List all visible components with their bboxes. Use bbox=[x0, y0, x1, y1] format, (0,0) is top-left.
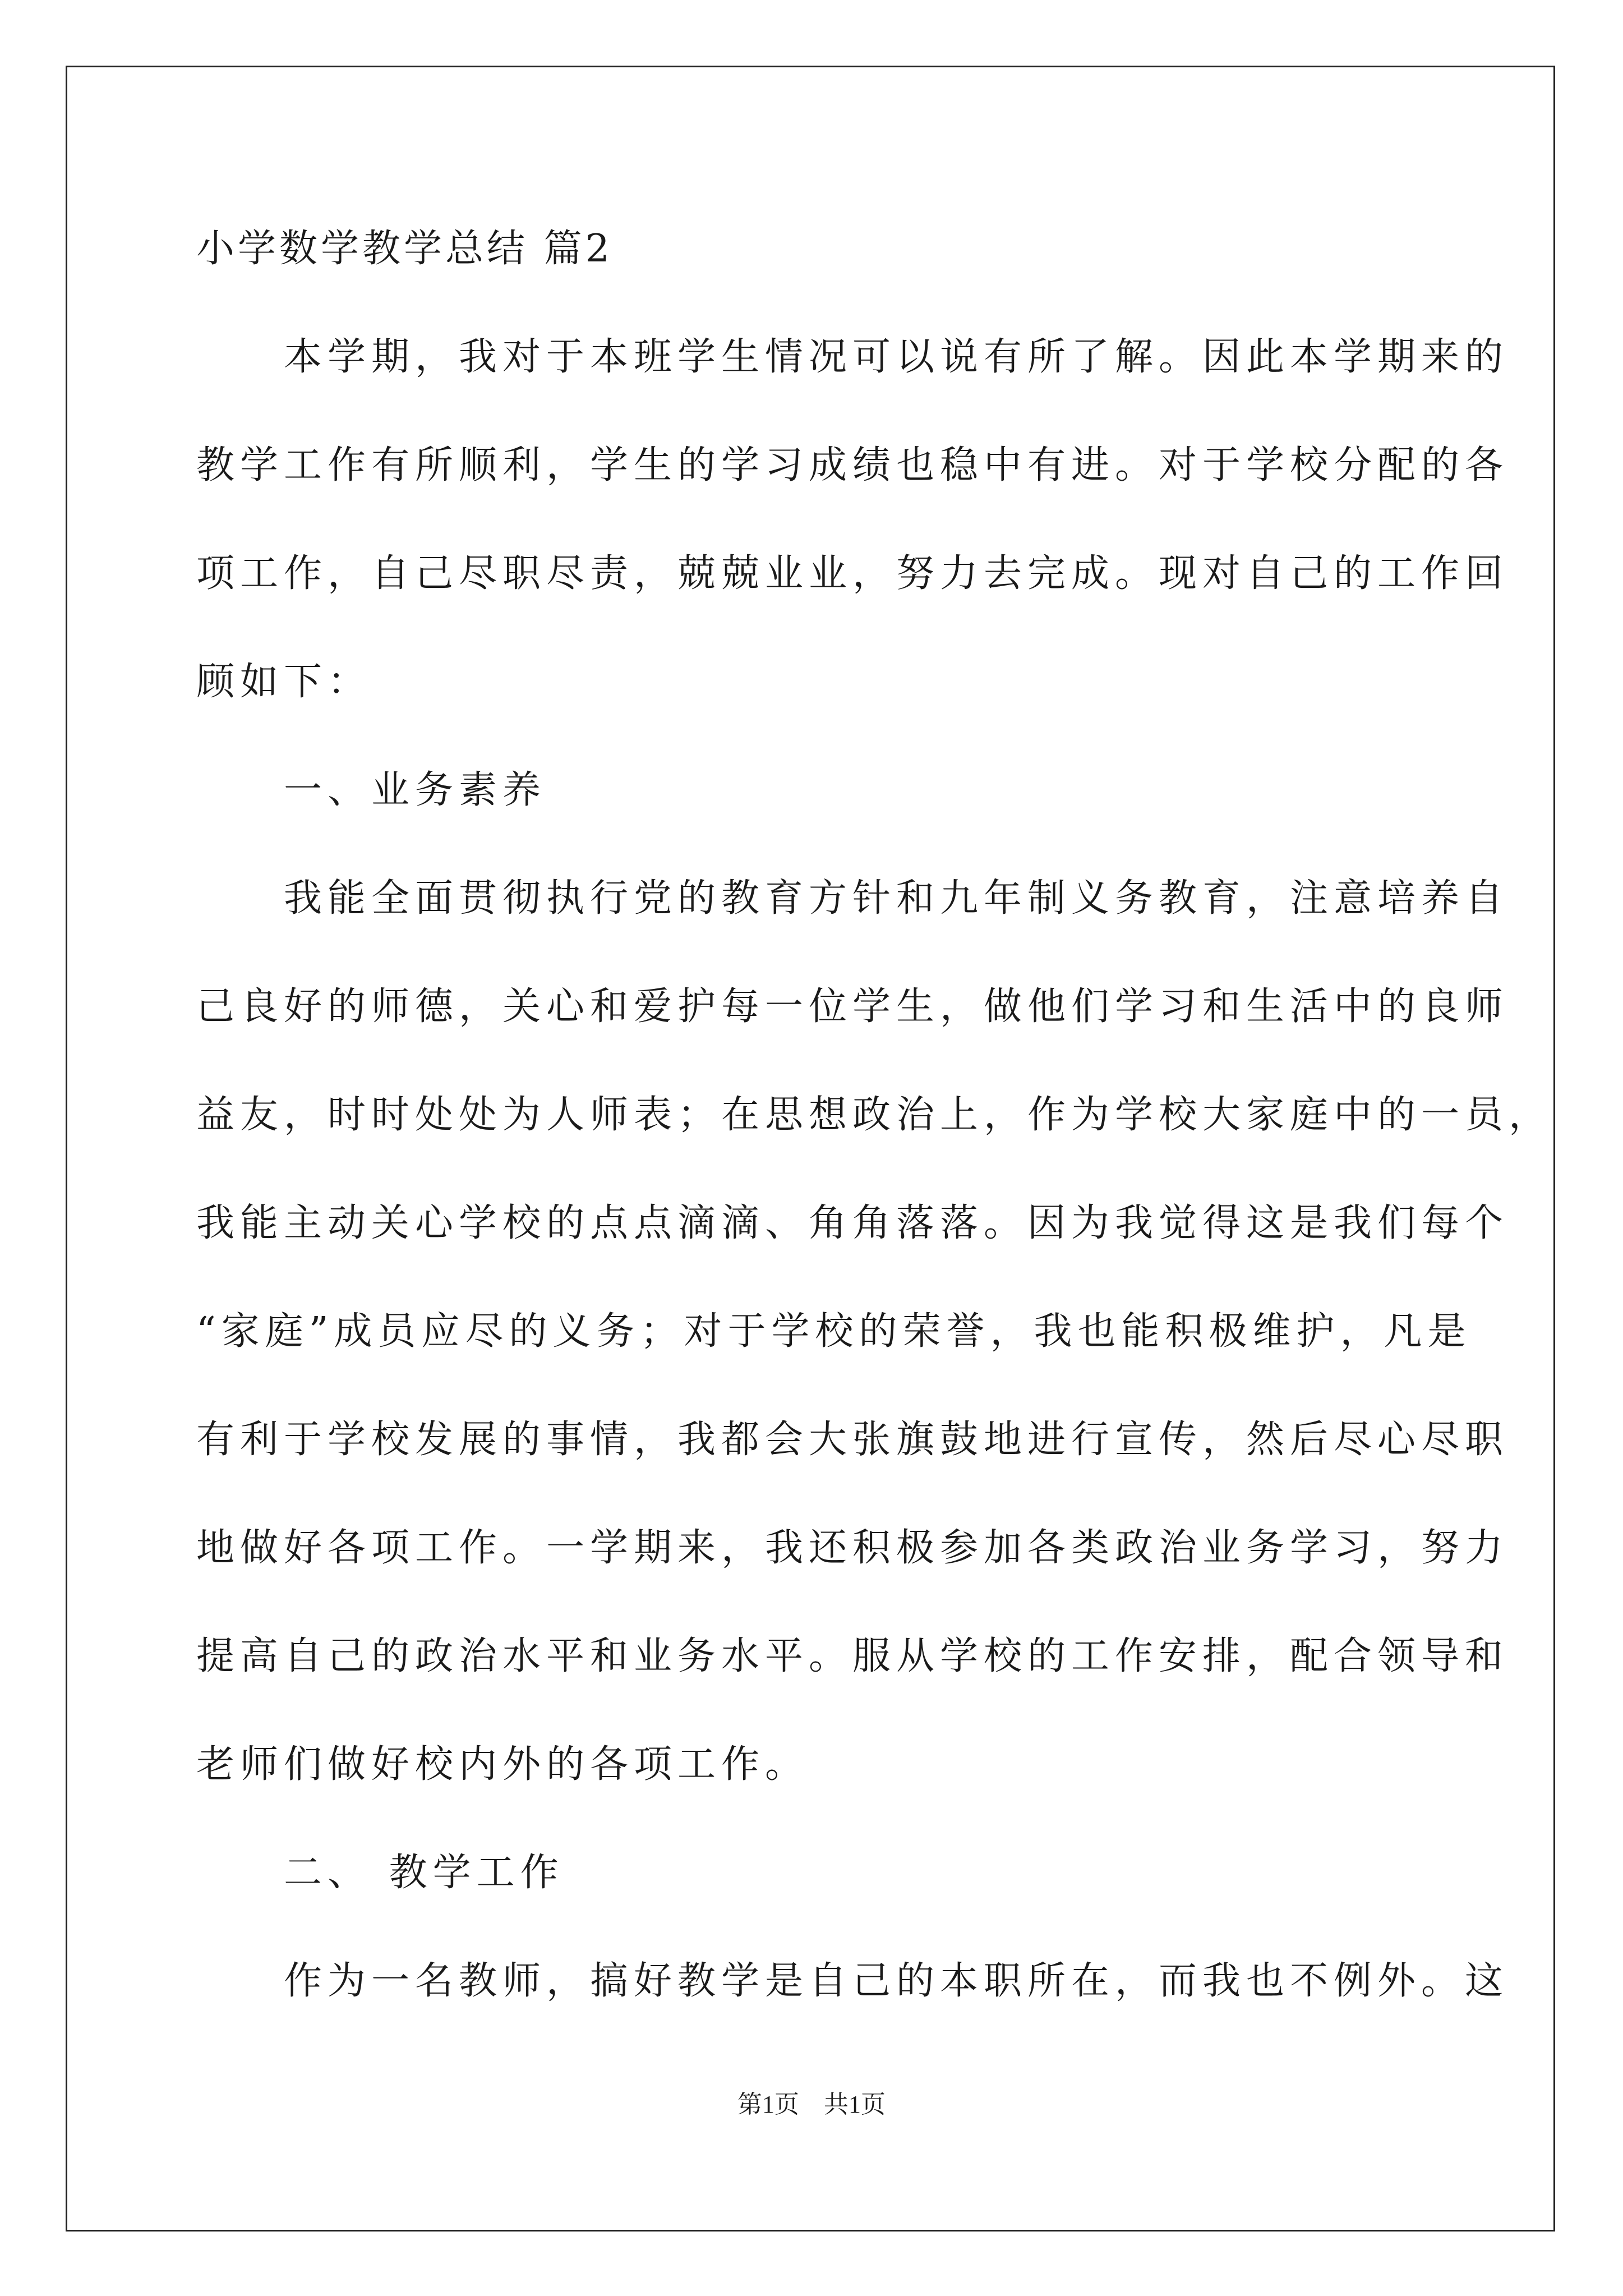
body-line: 提高自己的政治水平和业务水平。服从学校的工作安排，配合领导和 bbox=[196, 1634, 1509, 1678]
body-line: 己良好的师德，关心和爱护每一位学生，做他们学习和生活中的良师 bbox=[196, 984, 1509, 1029]
body-line: 我能全面贯彻执行党的教育方针和九年制义务教育，注意培养自 bbox=[196, 876, 1509, 921]
body-line: 作为一名教师，搞好教学是自己的本职所在，而我也不例外。这 bbox=[196, 1959, 1509, 2003]
body-line: 本学期，我对于本班学生情况可以说有所了解。因此本学期来的 bbox=[196, 335, 1509, 379]
body-line: 教学工作有所顺利，学生的学习成绩也稳中有进。对于学校分配的各 bbox=[196, 443, 1509, 487]
body-line: 顾如下： bbox=[196, 660, 372, 704]
body-line: 有利于学校发展的事情，我都会大张旗鼓地进行宣传，然后尽心尽职 bbox=[196, 1418, 1509, 1462]
document-title: 小学数学教学总结 篇2 bbox=[196, 227, 613, 271]
body-line: 益友，时时处处为人师表；在思想政治上，作为学校大家庭中的一员， bbox=[196, 1093, 1553, 1137]
body-line: 老师们做好校内外的各项工作。 bbox=[196, 1742, 809, 1787]
body-line: 我能主动关心学校的点点滴滴、角角落落。因为我觉得这是我们每个 bbox=[196, 1201, 1509, 1245]
body-line: “家庭”成员应尽的义务；对于学校的荣誉，我也能积极维护，凡是 bbox=[196, 1309, 1472, 1354]
section-heading: 二、 教学工作 bbox=[196, 1851, 564, 1895]
body-line: 地做好各项工作。一学期来，我还积极参加各类政治业务学习，努力 bbox=[196, 1526, 1509, 1570]
page-frame bbox=[66, 66, 1555, 2231]
page-number: 第1页 共1页 bbox=[737, 2091, 886, 2118]
body-line: 项工作，自己尽职尽责，兢兢业业，努力去完成。现对自己的工作回 bbox=[196, 551, 1509, 596]
section-heading: 一、业务素养 bbox=[196, 768, 547, 812]
